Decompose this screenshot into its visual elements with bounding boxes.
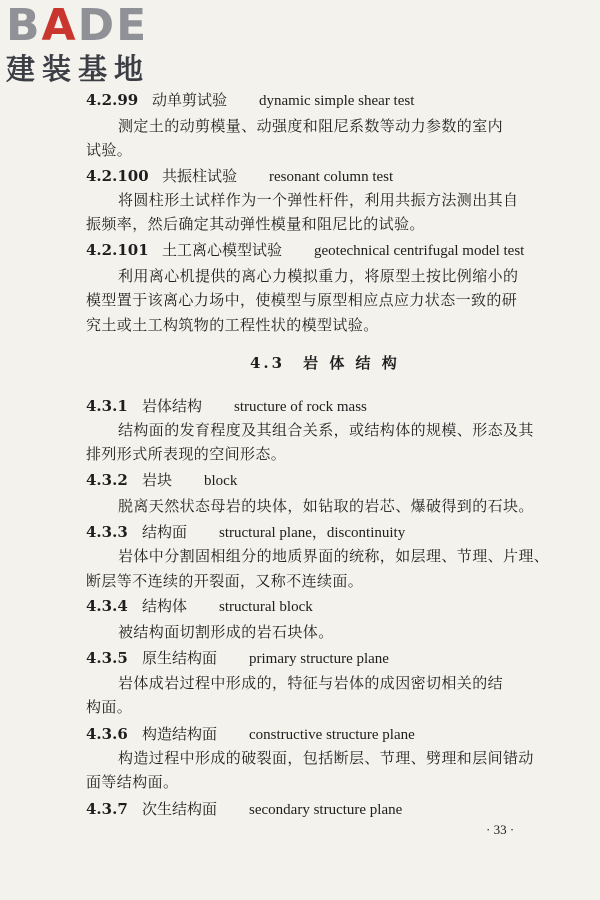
term-number: 4.2.100 [86, 167, 149, 185]
section-heading: 4.3 岩 体 结 构 [250, 354, 400, 372]
term-english: block [204, 473, 238, 489]
term-heading [86, 596, 313, 617]
term-number: 4.3.4 [86, 597, 128, 615]
definition-text: 构造过程中形成的破裂面，包括断层、节理、劈理和层间错动 [118, 749, 534, 767]
definition-text: 模型置于该离心力场中，使模型与原型相应点应力状态一致的研 [86, 291, 518, 309]
term-chinese: 次生结构面 [142, 800, 218, 818]
term-english: primary structure plane [249, 651, 389, 667]
definition-text: 试验。 [86, 141, 133, 159]
definition-text: 岩体中分割固相组分的地质界面的统称，如层理、节理、片理、 [118, 547, 550, 565]
definition-text: 被结构面切割形成的岩石块体。 [118, 623, 334, 641]
term-chinese: 构造结构面 [142, 725, 218, 743]
term-heading [86, 799, 402, 820]
term-chinese: 共振柱试验 [162, 167, 238, 185]
definition-text: 排列形式所表现的空间形态。 [86, 445, 287, 463]
definition-text: 振频率，然后确定其动弹性模量和阻尼比的试验。 [86, 215, 425, 233]
term-chinese: 动单剪试验 [152, 91, 228, 109]
term-chinese: 原生结构面 [142, 649, 218, 667]
watermark-brand-cn: 建装基地 [6, 52, 151, 86]
term-heading [86, 166, 393, 187]
term-number: 4.3.6 [86, 725, 128, 743]
definition-text: 断层等不连续的开裂面，又称不连续面。 [86, 572, 364, 590]
term-english: geotechnical centrifugal model test [314, 243, 525, 259]
term-chinese: 岩块 [142, 471, 173, 489]
term-heading [86, 240, 524, 261]
term-heading [86, 90, 414, 111]
term-english: structural plane，discontinuity [219, 525, 406, 541]
term-chinese: 土工离心模型试验 [162, 241, 283, 259]
term-english: constructive structure plane [249, 727, 415, 743]
definition-text: 岩体成岩过程中形成的，特征与岩体的成因密切相关的结 [118, 674, 504, 692]
term-heading [86, 648, 389, 669]
definition-text: 将圆柱形土试样作为一个弹性杆件，利用共振方法测出其自 [118, 191, 519, 209]
term-number: 4.2.99 [86, 91, 139, 109]
term-number: 4.3.5 [86, 649, 128, 667]
term-heading [86, 724, 415, 745]
page-number: · 33 · [486, 822, 515, 837]
term-english: structural block [219, 599, 313, 615]
term-number: 4.3.1 [86, 397, 128, 415]
term-chinese: 结构体 [142, 597, 188, 615]
definition-text: 结构面的发育程度及其组合关系，或结构体的规模、形态及其 [118, 421, 534, 439]
term-english: structure of rock mass [234, 399, 367, 415]
term-chinese: 岩体结构 [142, 397, 203, 415]
term-english: dynamic simple shear test [259, 93, 415, 109]
definition-text: 究土或土工构筑物的工程性状的模型试验。 [86, 316, 379, 334]
term-number: 4.2.101 [86, 241, 149, 259]
definition-text: 面等结构面。 [86, 773, 179, 791]
term-number: 4.3.7 [86, 800, 128, 818]
term-heading [86, 396, 367, 417]
definition-text: 脱离天然状态母岩的块体，如钻取的岩芯、爆破得到的石块。 [118, 497, 534, 515]
term-chinese: 结构面 [142, 523, 188, 541]
term-number: 4.3.2 [86, 471, 128, 489]
term-english: resonant column test [269, 169, 394, 185]
definition-text: 测定土的动剪模量、动强度和阻尼系数等动力参数的室内 [118, 117, 504, 135]
term-heading [86, 470, 237, 491]
term-heading [86, 522, 405, 543]
definition-text: 利用离心机提供的离心力模拟重力，将原型土按比例缩小的 [118, 267, 519, 285]
term-number: 4.3.3 [86, 523, 128, 541]
term-english: secondary structure plane [249, 802, 403, 818]
watermark-brand: BADE [6, 0, 149, 51]
definition-text: 构面。 [86, 698, 133, 716]
